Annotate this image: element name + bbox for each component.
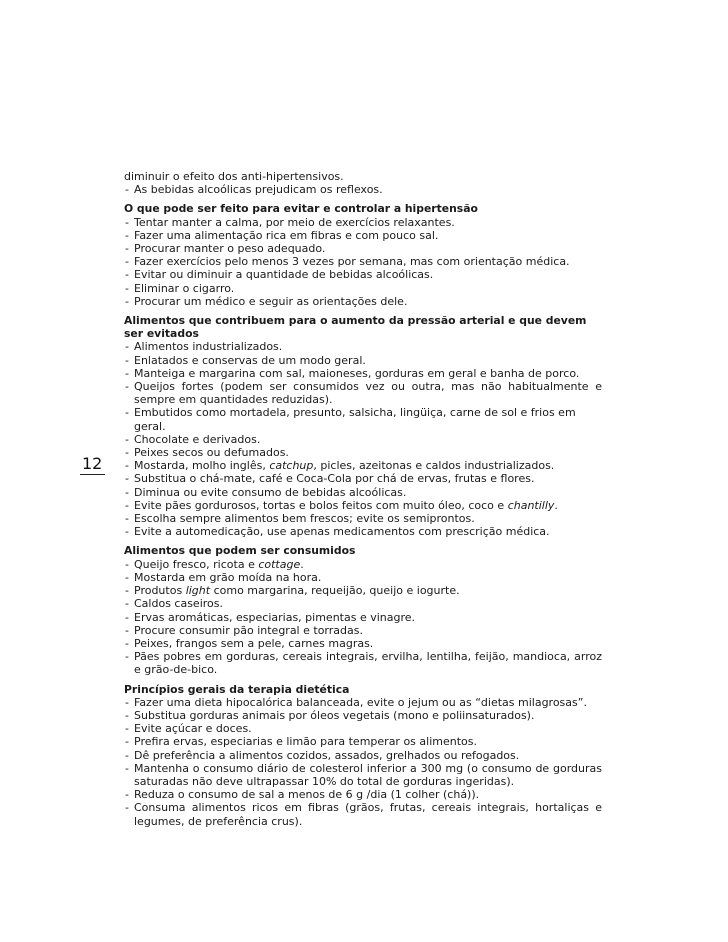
- section-heading: Princípios gerais da terapia dietética: [124, 682, 350, 696]
- section-diet-principles: [124, 683, 602, 828]
- section-hypertension-control: [124, 202, 602, 308]
- section-list: [124, 558, 602, 677]
- section-foods-to-avoid: [124, 314, 602, 538]
- page-number: 12: [82, 454, 103, 473]
- list-item: - Fazer exercícios pelo menos 3 vezes por semana, mas com orientação médica.: [124, 255, 602, 268]
- list-item: - Procure consumir pão integral e torradas.: [124, 624, 602, 637]
- list-item: - As bebidas alcoólicas prejudicam os reflexos.: [124, 183, 602, 196]
- list-item: - Mantenha o consumo diário de colesterol inferior a 300 mg (o consumo de gorduras saturadas não deve ultrapassar 10% do total de gorduras ingeridas).: [124, 762, 602, 788]
- item-text: Produtos: [134, 584, 186, 598]
- list-item: - Manteiga e margarina com sal, maioneses, gorduras em geral e banha de porco.: [124, 367, 602, 380]
- list-item: - Dê preferência a alimentos cozidos, assados, grelhados ou refogados.: [124, 749, 602, 762]
- list-item: [124, 584, 602, 597]
- list-item: [124, 459, 602, 472]
- section-heading: Alimentos que contribuem para o aumento da pressão arterial e que devem ser evitados: [124, 314, 587, 341]
- list-item: - Procurar manter o peso adequado.: [124, 242, 602, 255]
- intro-continuation: diminuir o efeito dos anti-hipertensivos.: [124, 170, 344, 183]
- italic-term: catchup: [269, 459, 314, 473]
- list-item: - Consuma alimentos ricos em fibras (grãos, frutas, cereais integrais, hortaliças e legumes, de preferência crus).: [124, 801, 602, 827]
- list-item: - Reduza o consumo de sal a menos de 6 g /dia (1 colher (chá)).: [124, 788, 602, 801]
- section-heading: O que pode ser feito para evitar e controlar a hipertensão: [124, 202, 478, 216]
- item-text: .: [554, 498, 558, 512]
- list-item: - Fazer uma dieta hipocalórica balanceada, evite o jejum ou as “dietas milagrosas”.: [124, 696, 602, 709]
- list-item: - Escolha sempre alimentos bem frescos; evite os semiprontos.: [124, 512, 602, 525]
- list-item: - Queijos fortes (podem ser consumidos vez ou outra, mas não habitualmente e sempre em quantidades reduzidas).: [124, 380, 602, 406]
- item-text: Evite pães gordurosos, tortas e bolos feitos com muito óleo, coco e: [134, 498, 508, 512]
- intro-list: [124, 183, 602, 196]
- italic-term: cottage: [258, 557, 301, 571]
- item-text: Queijo fresco, ricota e: [134, 557, 259, 571]
- section-list: [124, 696, 602, 828]
- list-item: - Mostarda em grão moída na hora.: [124, 571, 602, 584]
- list-item: - Evitar ou diminuir a quantidade de bebidas alcoólicas.: [124, 268, 602, 281]
- item-text: Mostarda, molho inglês,: [134, 459, 270, 473]
- list-item: - Peixes, frangos sem a pele, carnes magras.: [124, 637, 602, 650]
- list-item: - Alimentos industrializados.: [124, 340, 602, 353]
- italic-term: light: [185, 584, 211, 598]
- list-item: [124, 558, 602, 571]
- list-item: - Enlatados e conservas de um modo geral.: [124, 354, 602, 367]
- section-allowed-foods: [124, 544, 602, 676]
- list-item: - Substitua gorduras animais por óleos vegetais (mono e poliinsaturados).: [124, 709, 602, 722]
- list-item: - Caldos caseiros.: [124, 597, 602, 610]
- list-item: - Evite açúcar e doces.: [124, 722, 602, 735]
- item-text: , picles, azeitonas e caldos industrializados.: [313, 459, 555, 473]
- list-item: - Ervas aromáticas, especiarias, pimentas e vinagre.: [124, 611, 602, 624]
- section-list: [124, 340, 602, 538]
- page-number-rule: [80, 474, 105, 475]
- item-text: .: [300, 557, 304, 571]
- list-item: [124, 499, 602, 512]
- document-body: [124, 170, 602, 828]
- intro-block: [124, 170, 602, 196]
- italic-term: chantilly: [507, 498, 555, 512]
- list-item: - Evite a automedicação, use apenas medicamentos com prescrição médica.: [124, 525, 602, 538]
- list-item: - Eliminar o cigarro.: [124, 282, 602, 295]
- list-item: - Chocolate e derivados.: [124, 433, 602, 446]
- item-text: como margarina, requeijão, queijo e iogurte.: [210, 584, 460, 598]
- list-item: - Prefira ervas, especiarias e limão para temperar os alimentos.: [124, 735, 602, 748]
- section-heading: Alimentos que podem ser consumidos: [124, 544, 356, 558]
- list-item: - Diminua ou evite consumo de bebidas alcoólicas.: [124, 486, 602, 499]
- list-item: - Peixes secos ou defumados.: [124, 446, 602, 459]
- section-list: [124, 216, 602, 308]
- list-item: - Substitua o chá-mate, café e Coca-Cola por chá de ervas, frutas e flores.: [124, 472, 602, 485]
- list-item: - Procurar um médico e seguir as orientações dele.: [124, 295, 602, 308]
- list-item: - Tentar manter a calma, por meio de exercícios relaxantes.: [124, 216, 602, 229]
- list-item: - Fazer uma alimentação rica em fibras e com pouco sal.: [124, 229, 602, 242]
- list-item: - Embutidos como mortadela, presunto, salsicha, lingüiça, carne de sol e frios em geral.: [124, 406, 602, 432]
- list-item: - Pães pobres em gorduras, cereais integrais, ervilha, lentilha, feijão, mandioca, arroz e grão-de-bico.: [124, 650, 602, 676]
